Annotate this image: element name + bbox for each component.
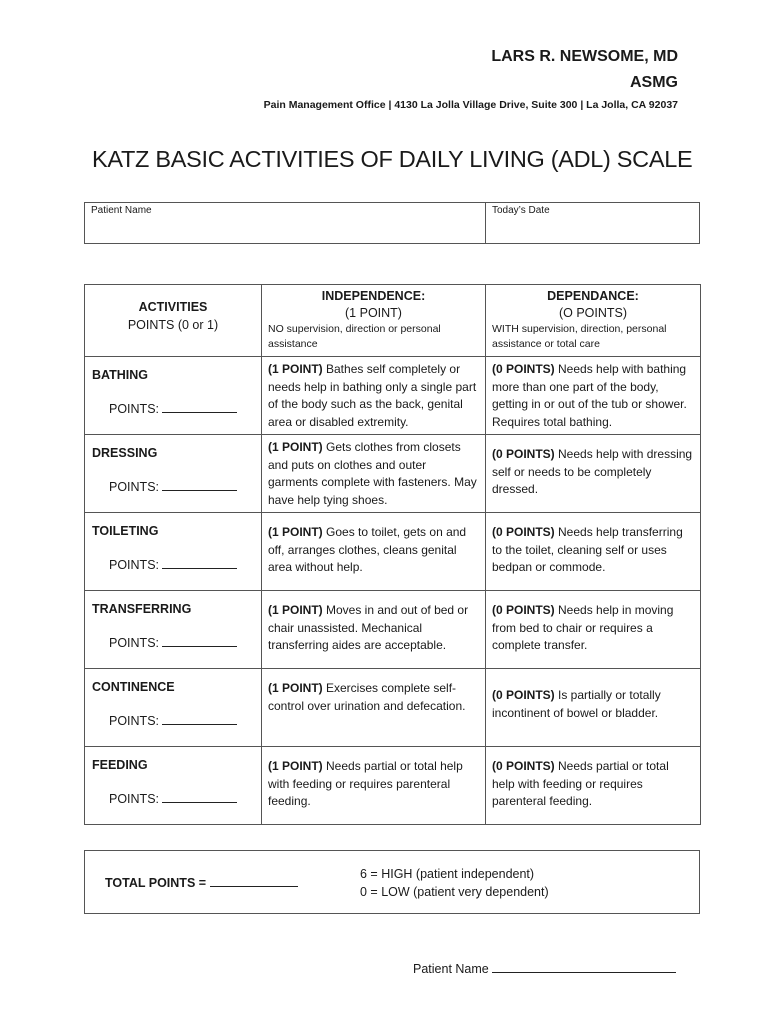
activity-name: TRANSFERRING	[92, 602, 192, 616]
ind-points: (1 POINT)	[268, 440, 323, 454]
dep-text: Needs help with dressing self or needs to be completely dressed.	[492, 447, 693, 496]
points-label: POINTS:	[109, 402, 160, 416]
ind-points: (1 POINT)	[268, 603, 323, 617]
patient-name-field[interactable]	[85, 203, 486, 243]
independence-header-cell	[262, 285, 486, 357]
dep-text: Needs help transferring to the toilet, cleaning self or uses bedpan or commode.	[492, 525, 683, 574]
adl-table	[84, 284, 701, 825]
activity-cell	[85, 669, 262, 747]
dependance-cell	[486, 357, 701, 435]
activity-cell	[85, 591, 262, 669]
score-legend	[360, 865, 549, 901]
activity-cell	[85, 357, 262, 435]
points-blank[interactable]	[162, 791, 237, 803]
legend-low: 0 = LOW (patient very dependent)	[360, 885, 549, 899]
ind-points: (1 POINT)	[268, 525, 323, 539]
dependance-cell	[486, 591, 701, 669]
points-label: POINTS:	[109, 480, 160, 494]
points-blank[interactable]	[162, 713, 237, 725]
table-row	[85, 357, 701, 435]
dep-points: (0 POINTS)	[492, 688, 555, 702]
legend-high: 6 = HIGH (patient independent)	[360, 867, 535, 881]
dep-text: Is partially or totally incontinent of bowel or bladder.	[492, 688, 661, 720]
activity-name: CONTINENCE	[92, 680, 175, 694]
table-row	[85, 591, 701, 669]
activity-cell	[85, 747, 262, 825]
ind-text: Needs partial or total help with feeding or requires parenteral feeding.	[268, 759, 463, 808]
activities-header-cell	[85, 285, 262, 357]
dependance-header-cell	[486, 285, 701, 357]
ind-text: Gets clothes from closets and puts on clothes and outer garments complete with fasteners. May have help tying shoes.	[268, 440, 477, 507]
activity-cell	[85, 513, 262, 591]
dep-points: (0 POINTS)	[492, 603, 555, 617]
office-address: Pain Management Office | 4130 La Jolla Village Drive, Suite 300 | La Jolla, CA 92037	[263, 99, 678, 111]
points-label: POINTS:	[109, 714, 160, 728]
total-points-blank[interactable]	[210, 875, 298, 887]
ind-text: Goes to toilet, gets on and off, arranges clothes, cleans genital area without help.	[268, 525, 467, 574]
points-field[interactable]	[109, 401, 237, 419]
dep-points: (0 POINTS)	[492, 759, 555, 773]
activity-name: DRESSING	[92, 446, 158, 460]
doctor-credential: ASMG	[630, 74, 678, 91]
todays-date-field[interactable]	[486, 203, 699, 243]
dependance-points: (O POINTS)	[558, 306, 628, 320]
points-blank[interactable]	[162, 479, 237, 491]
ind-points: (1 POINT)	[268, 759, 323, 773]
independence-desc: NO supervision, direction or personal assistance	[268, 323, 441, 350]
table-header-row	[85, 285, 701, 357]
points-field[interactable]	[109, 635, 237, 653]
dependance-desc: WITH supervision, direction, personal assistance or total care	[492, 323, 667, 350]
total-points-field[interactable]	[105, 875, 298, 890]
points-blank[interactable]	[162, 557, 237, 569]
points-field[interactable]	[109, 713, 237, 731]
dep-points: (0 POINTS)	[492, 447, 555, 461]
activities-points-note: POINTS (0 or 1)	[127, 317, 219, 332]
ind-points: (1 POINT)	[268, 362, 323, 376]
activity-name: TOILETING	[92, 524, 159, 538]
points-label: POINTS:	[109, 636, 160, 650]
points-field[interactable]	[109, 479, 237, 497]
independence-points: (1 POINT)	[345, 306, 402, 320]
independence-cell	[262, 747, 486, 825]
dep-points: (0 POINTS)	[492, 525, 555, 539]
table-row	[85, 435, 701, 513]
footer-patient-name-label: Patient Name	[413, 962, 489, 976]
todays-date-label: Today’s Date	[492, 205, 550, 216]
points-blank[interactable]	[162, 635, 237, 647]
dep-text: Needs help in moving from bed to chair or requires a complete transfer.	[492, 603, 674, 652]
table-row	[85, 513, 701, 591]
ind-text: Bathes self completely or needs help in bathing only a single part of the body such as the back, genital area or disabled extremity.	[268, 362, 477, 429]
table-row	[85, 747, 701, 825]
dependance-cell	[486, 747, 701, 825]
dependance-title: DEPENDANCE:	[547, 289, 639, 303]
independence-cell	[262, 513, 486, 591]
activity-cell	[85, 435, 262, 513]
ind-text: Moves in and out of bed or chair unassisted. Mechanical transferring aides are acceptable.	[268, 603, 469, 652]
activity-name: FEEDING	[92, 758, 148, 772]
dependance-cell	[486, 435, 701, 513]
footer-patient-name-field[interactable]	[413, 961, 676, 976]
form-title: KATZ BASIC ACTIVITIES OF DAILY LIVING (ADL) SCALE	[92, 146, 693, 172]
points-label: POINTS:	[109, 558, 160, 572]
activities-header: ACTIVITIES	[138, 300, 208, 314]
patient-name-label: Patient Name	[91, 205, 152, 216]
doctor-name: LARS R. NEWSOME, MD	[491, 48, 678, 65]
footer-patient-name-blank[interactable]	[492, 961, 676, 973]
independence-title: INDEPENDENCE:	[321, 289, 426, 303]
dep-text: Needs partial or total help with feeding or requires parenteral feeding.	[492, 759, 669, 808]
points-label: POINTS:	[109, 792, 160, 806]
ind-text: Exercises complete self-control over urination and defecation.	[268, 681, 466, 713]
independence-cell	[262, 591, 486, 669]
total-points-box	[84, 850, 700, 914]
patient-info-box	[84, 202, 700, 244]
points-field[interactable]	[109, 557, 237, 575]
total-points-label: TOTAL POINTS =	[105, 876, 207, 890]
independence-cell	[262, 357, 486, 435]
dep-points: (0 POINTS)	[492, 362, 555, 376]
points-field[interactable]	[109, 791, 237, 809]
dep-text: Needs help with bathing more than one part of the body, getting in or out of the tub or shower. Requires total bathing.	[492, 362, 687, 429]
points-blank[interactable]	[162, 401, 237, 413]
dependance-cell	[486, 513, 701, 591]
independence-cell	[262, 435, 486, 513]
independence-cell	[262, 669, 486, 747]
activity-name: BATHING	[92, 368, 149, 382]
dependance-cell	[486, 669, 701, 747]
ind-points: (1 POINT)	[268, 681, 323, 695]
table-row	[85, 669, 701, 747]
